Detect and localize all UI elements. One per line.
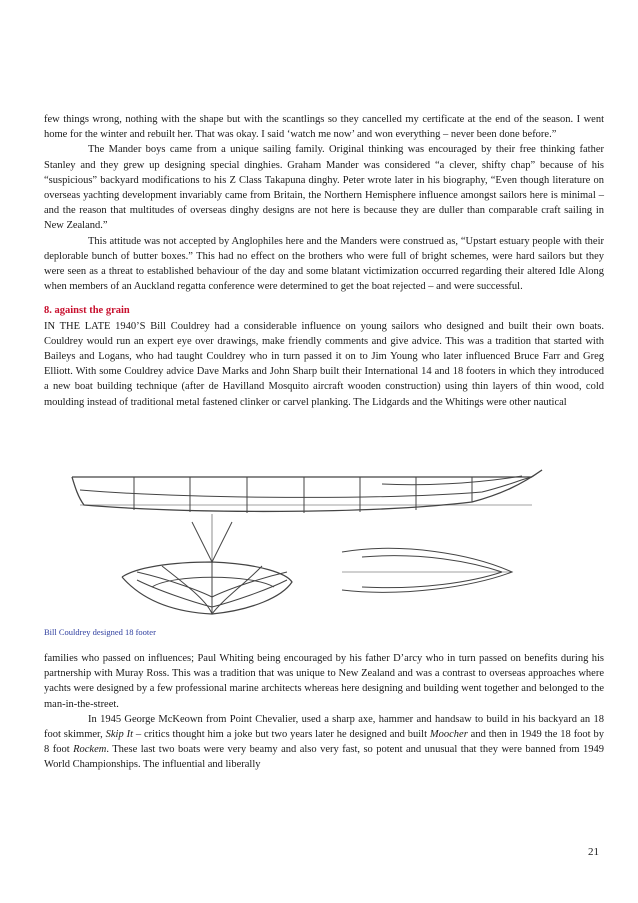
hull-profile-view <box>72 470 542 513</box>
figure-caption: Bill Couldrey designed 18 footer <box>44 627 156 637</box>
paragraph: IN THE LATE 1940’S Bill Couldrey had a considerable influence on young sailors who designed and built their own boats. Couldrey would run an expert eye over drawings, make friendly comments and give advice. This was a tradition that started with Baileys and Logans, who had taught Couldrey who in turn passed it on to Jim Young who later influenced Bruce Farr and Greg Elliott. With some Couldrey advice Dave Marks and John Sharp built their International 14 and 18 footers in which they introduced a new boat building technique (after de Havilland Mosquito aircraft wooden construction) using thin layers of thin wood, cold moulding instead of traditional metal fastened clinker or carvel planking. The Lidgards and the Whitings were other nautical <box>44 320 604 408</box>
top-text-block <box>44 112 604 410</box>
bottom-text-block <box>44 651 604 773</box>
text-run: – critics thought him a joke but two years later he designed and built <box>133 729 430 741</box>
page-number: 21 <box>588 846 599 858</box>
paragraph: This attitude was not accepted by Anglophiles here and the Manders were construed as, “Upstart estuary people with their deplorable bunch of butter boxes.” This had no effect on the brothers who were full of bright schemes, were hard sailors but they were seen as a threat to established behaviour of the day and some blatant victimization occurred regarding their altered Idle Along when members of an Auckland regatta conference were determined to get the boat rejected – and were successful. <box>44 235 604 293</box>
boat-lines-drawing <box>42 462 587 622</box>
section-heading: 8. against the grain <box>44 305 130 317</box>
boat-name: Rockem <box>73 744 107 756</box>
paragraph: The Mander boys came from a unique sailing family. Original thinking was encouraged by their free thinking father Stanley and they grew up designing special dinghies. Graham Mander was considered “a clever, shifty chap” because of his “suspicious” backyard modifications to his Z Class Takapuna dinghy. Peter wrote later in his biography, “Even though literature on overseas yachting development invariably came from Britain, the Northern Hemisphere influence amongst sailors here is minimal – and the reason that multitudes of overseas dinghy designs are not here is because they are duller than comparable craft sailing in New Zealand.” <box>44 144 604 232</box>
boat-name: Skip It <box>105 729 133 741</box>
paragraph: few things wrong, nothing with the shape but with the scantlings so they cancelled my certificate at the end of the season. I went home for the winter and rebuilt her. That was okay. I said ‘watch me now’ and won everything – never been done before.” <box>44 114 604 141</box>
paragraph: families who passed on influences; Paul Whiting being encouraged by his father D’arcy who in turn passed on benefits during his partnership with Muray Ross. This was a tradition that was unique to New Zealand and was a contrast to overseas approaches where yachts were designed by a few professional marine architects whereas here designing and building went together and belonged to the man-in-the-street. <box>44 653 604 710</box>
boat-name: Moocher <box>429 729 468 741</box>
text-run: . These last two boats were very beamy and also very fast, so potent and unusual that they were banned from 1949 World Championships. The influential and liberally <box>44 744 604 771</box>
text-run: In 1945 George McKeown from Point Chevalier, used a sharp axe, hammer and handsaw to build in his backyard an 18 foot skimmer, <box>44 713 604 741</box>
hull-half-breadth-view <box>342 548 512 592</box>
paragraph <box>44 712 604 773</box>
hull-sections-view <box>122 514 292 614</box>
text-run: and then in 1949 the 18 foot by 8 foot <box>44 729 604 756</box>
